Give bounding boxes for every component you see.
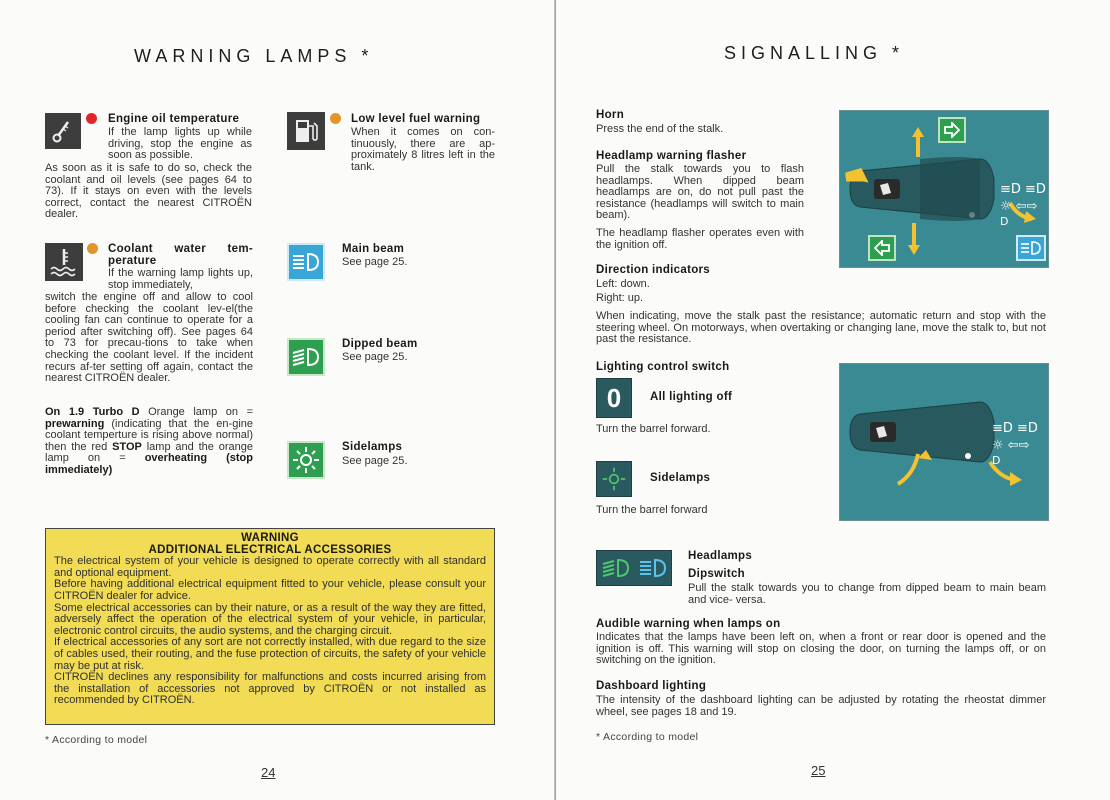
- turbo-text-b: (indicating that the en-gine coolant temperture is rising above normal) then the red: [45, 417, 253, 453]
- turbo-prewarning: prewarning: [45, 417, 105, 430]
- fuel-heading: Low level fuel warning: [351, 113, 481, 125]
- oil-temp-text2: As soon as it is safe to do so, check the coolant and oil levels (see pages 64 to 73). If it stays on even with the levels correct, contact the nearest CITROËN dealer.: [45, 162, 252, 221]
- lighting-switch-heading: Lighting control switch: [596, 361, 730, 373]
- headlamps-icon-pair: [596, 550, 672, 586]
- lighting-stalk-illustration: [839, 363, 1049, 521]
- left-indicator-arrow-icon: [868, 235, 896, 261]
- fuel-pump-icon: [287, 112, 325, 150]
- coolant-text2: switch the engine off and allow to cool before checking the coolant lev-el(the cooling fan can continue to operate for a period after switching off). See pages 64 to 73 for precau-tions to take when checking the coolant level. If the incident recurs af-ter setting off again, contact the nearest CITROËN dealer.: [45, 291, 253, 385]
- coolant-thermometer-icon: [45, 243, 83, 281]
- turbo-text-a: Orange lamp on =: [139, 406, 253, 418]
- svg-text:≡D ≡D: ≡D ≡D: [1000, 182, 1046, 197]
- indicator-stalk-illustration: [839, 110, 1049, 268]
- direction-left: Left: down.: [596, 278, 650, 290]
- sidelamps-heading: Sidelamps: [342, 441, 403, 453]
- turbo-overheating: overheating (stop immediately): [45, 452, 253, 476]
- sidelamps-switch-icon: [596, 461, 632, 497]
- main-beam-text: See page 25.: [342, 256, 408, 268]
- sidelamp-icon: [287, 441, 325, 479]
- coolant-heading-line1: Coolant water tem-: [108, 243, 253, 255]
- flasher-text2: The headlamp flasher operates even with the ignition off.: [596, 227, 804, 251]
- audible-warning-heading: Audible warning when lamps on: [596, 618, 781, 630]
- right-footnote: * According to model: [596, 731, 699, 743]
- turbo-model: On 1.9 Turbo D: [45, 406, 140, 418]
- oil-thermometer-icon: [45, 113, 81, 149]
- dipswitch-heading: Dipswitch: [688, 568, 746, 580]
- main-beam-icon: [287, 243, 325, 281]
- turbo-stop: STOP: [112, 440, 142, 453]
- warning-para-4: If electrical accessories of any sort are not correctly installed, with due regard to the size of cables used, their routing, and the fuse protection of circuits, the safety of your vehicle may be put at risk.: [54, 636, 486, 672]
- warning-subtitle: ADDITIONAL ELECTRICAL ACCESSORIES: [148, 543, 392, 556]
- turbo-text-c: lamp and the orange lamp on =: [45, 440, 253, 465]
- lighting-off-symbol: 0: [606, 382, 622, 413]
- main-beam-heading: Main beam: [342, 243, 405, 255]
- warning-para-2: Before having additional electrical equipment fitted to your vehicle, please consult your CITROËN dealer for advice.: [54, 578, 486, 602]
- flasher-heading: Headlamp warning flasher: [596, 150, 747, 162]
- svg-text:≡D ≡D: ≡D ≡D: [992, 421, 1038, 436]
- main-beam-small-icon: [1016, 235, 1046, 261]
- coolant-heading-line2: perature: [108, 255, 157, 267]
- lighting-off-text: Turn the barrel forward.: [596, 423, 711, 435]
- dipped-beam-icon: [287, 338, 325, 376]
- orange-indicator-dot: [87, 243, 98, 254]
- left-page-number: 24: [261, 765, 276, 780]
- dashboard-lighting-heading: Dashboard lighting: [596, 680, 707, 692]
- orange-indicator-dot: [330, 113, 341, 124]
- main-beam-blue-icon: [638, 557, 668, 579]
- warning-para-1: The electrical system of your vehicle is designed to operate correctly with all standard and optional equipment.: [54, 555, 486, 579]
- svg-text:D: D: [1000, 215, 1009, 228]
- red-indicator-dot: [86, 113, 97, 124]
- direction-heading: Direction indicators: [596, 264, 710, 276]
- right-page-title: SIGNALLING *: [724, 43, 905, 63]
- headlamps-heading: Headlamps: [688, 550, 753, 562]
- horn-heading: Horn: [596, 109, 625, 121]
- svg-text:☼ ⇦⇨: ☼ ⇦⇨: [1000, 199, 1038, 214]
- dashboard-lighting-text: The intensity of the dashboard lighting can be adjusted by rotating the rheostat dimmer wheel, see pages 18 and 19.: [596, 694, 1046, 718]
- left-page-title: WARNING LAMPS *: [134, 46, 374, 66]
- sidelamps-switch-text: Turn the barrel forward: [596, 504, 708, 516]
- warning-para-5: CITROËN declines any responsibility for malfunctions and costs incurred arising from the installation of accessories not approved by CITROËN or not installed as recommended by CITROËN.: [54, 671, 486, 707]
- electrical-accessories-warning: [45, 528, 495, 725]
- dipped-beam-text: See page 25.: [342, 351, 408, 363]
- direction-text: When indicating, move the stalk past the resistance; automatic return and stop with the steering wheel. On motorways, when overtaking or changing lane, move the stalk to, but not past the resistance.: [596, 310, 1046, 346]
- svg-text:D: D: [992, 454, 1001, 467]
- lighting-off-label: All lighting off: [650, 391, 733, 403]
- right-page: [556, 0, 1110, 800]
- turbo-paragraph: [45, 407, 253, 477]
- dipped-beam-heading: Dipped beam: [342, 338, 418, 350]
- direction-right: Right: up.: [596, 292, 644, 304]
- lighting-off-icon: [596, 378, 632, 418]
- right-indicator-arrow-icon: [938, 117, 966, 143]
- sidelamps-switch-label: Sidelamps: [650, 472, 711, 484]
- dipswitch-text: Pull the stalk towards you to change from dipped beam to main beam and vice- versa.: [688, 582, 1046, 606]
- warning-para-3: Some electrical accessories can by their nature, or as a result of the way they are fitted, adversely affect the operation of the electrical system of your vehicle, in particular, electronic control circuits, the audio systems, and the charging circuit.: [54, 601, 486, 637]
- left-footnote: * According to model: [45, 734, 148, 746]
- dipped-beam-green-icon: [601, 557, 631, 579]
- oil-temp-heading: Engine oil temperature: [108, 113, 240, 125]
- audible-warning-text: Indicates that the lamps have been left on, when a front or rear door is opened and the ignition is off. This warning will stop on closing the door, on turning the lamps off, or on switching on the ignition.: [596, 631, 1046, 667]
- fuel-text: When it comes on con-tinuously, there are ap-proximately 8 litres left in the tank.: [351, 126, 495, 173]
- sidelamps-text: See page 25.: [342, 455, 408, 467]
- right-page-number: 25: [811, 763, 826, 778]
- warning-title: WARNING: [241, 532, 299, 544]
- flasher-text1: Pull the stalk towards you to flash headlamps. When dipped beam headlamps are on, do not pull past the resistance (headlamps will switch to main beam).: [596, 163, 804, 222]
- coolant-text1: If the warning lamp lights up, stop immediately,: [108, 267, 253, 291]
- horn-text: Press the end of the stalk.: [596, 123, 724, 135]
- oil-temp-text1: If the lamp lights up while driving, stop the engine as soon as possible.: [108, 126, 252, 162]
- svg-text:☼ ⇦⇨: ☼ ⇦⇨: [992, 438, 1030, 453]
